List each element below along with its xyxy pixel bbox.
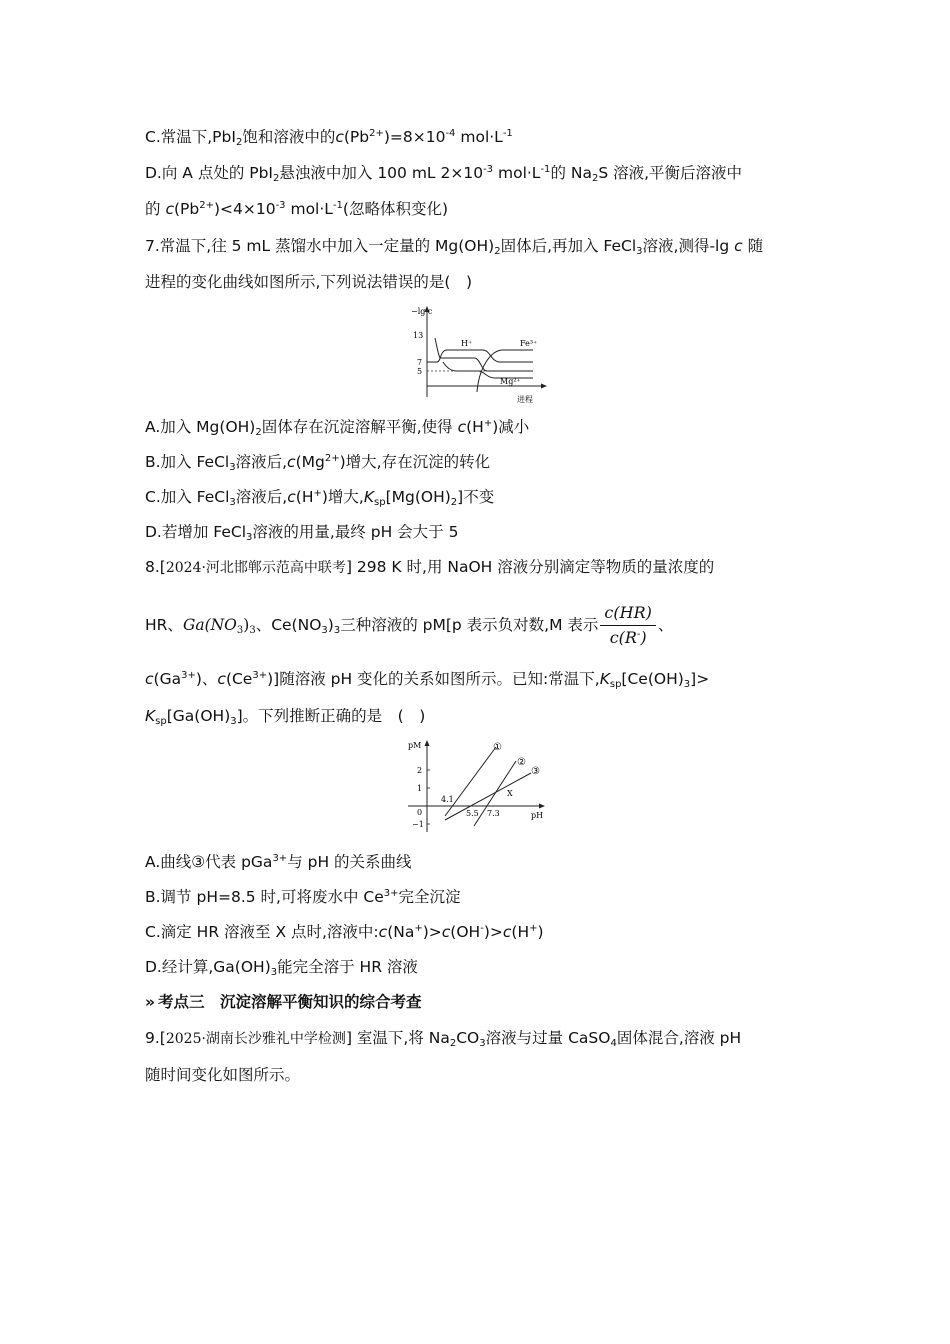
q8-option-a: A.曲线③代表 pGa$^{3+}$与 pH 的关系曲线 (145, 853, 412, 871)
q7-label-h: H⁺ (461, 339, 473, 348)
q8-y-tick-0: 0 (417, 808, 423, 817)
q7-y-tick-13: 13 (413, 331, 424, 340)
q8-fraction: $\frac{c(HR)}{c(R^-)}$ (600, 602, 655, 649)
q7-stem-line1: 7.常温下,往 5 mL 蒸馏水中加入一定量的 $Mg(OH)_2$固体后,再加入 FeCl$_3$溶液,测得-lg c 随 (145, 237, 764, 257)
q7-label-mg: Mg²⁺ (500, 377, 521, 386)
q8-stem-line3: $c(Ga^{3+})$、$c(Ce^{3+})$]随溶液 pH 变化的关系如图所示。已知:常温下$,K_{sp}[Ce(OH)_3]>$ (145, 670, 710, 690)
q9-source: 2025·湖南长沙雅礼中学检测 (165, 1031, 346, 1047)
q7-curve-plateau (427, 350, 533, 362)
q8-curve-label-2: ② (517, 757, 526, 768)
q8-curve-label-3: ③ (531, 766, 540, 777)
q8-source: 2024·河北邯郸示范高中联考 (165, 560, 346, 576)
q7-y-tick-7: 7 (417, 358, 423, 367)
q8-curve-label-1: ① (493, 742, 502, 753)
q9-stem-line2: 随时间变化如图所示。 (145, 1066, 301, 1084)
q7-option-d: D.若增加 FeCl$_3$溶液的用量,最终 pH 会大于 5 (145, 523, 459, 543)
q7-option-c: C.加入 FeCl$_3$溶液后,c(H+)增大$,K_{sp}[Mg(OH)_2]$不变 (145, 488, 495, 508)
q8-stem-line2: HR、$Ga(NO_3)_3$、$Ce(NO_3)_3$三种溶液的 pM[p 表示负对数,M 表示 $\frac{c(HR)}{c(R^-)}$ 、 (145, 603, 674, 647)
q7-figure (405, 302, 550, 406)
q7-x-axis-label: 进程 (517, 395, 533, 404)
q6-option-d-line2: 的 $c(Pb^{2+})<4\times 10^{-3}$ $mol\cdot L^{-1}$(忽略体积变化) (145, 200, 449, 218)
q8-y-tick-neg1: −1 (412, 820, 424, 829)
q6-option-d-line1: D.向 A 点处的 PbI$_2$悬浊液中加入 100 mL $2\times 10^{-3}$ $mol\cdot L^{-1}$的 $Na_2S$ 溶液,平衡后溶液中 (145, 164, 743, 184)
q8-option-c: C.滴定 HR 溶液至 X 点时,溶液中:c(Na+)>c(OH-)>c(H+) (145, 923, 544, 941)
chevron-right-icon: » (145, 993, 153, 1011)
q8-figure (405, 736, 550, 836)
q8-y-axis-label: pM (408, 741, 422, 750)
q8-option-d: D.经计算$,Ga(OH)_3$能完全溶于 HR 溶液 (145, 958, 418, 978)
section-3-heading: » 考点三 沉淀溶解平衡知识的综合考查 (145, 993, 422, 1011)
q8-y-tick-1: 1 (417, 784, 423, 793)
q8-y-tick-2: 2 (417, 766, 423, 775)
q7-y-tick-5: 5 (417, 367, 423, 376)
q8-x-tick-4-1: 4.1 (441, 795, 454, 804)
q9-stem-line1: 9.[2025·湖南长沙雅礼中学检测] 室温下,将 $Na_2CO_3$溶液与过量 CaSO$_4$固体混合,溶液 pH (145, 1029, 742, 1049)
q7-option-b: B.加入 FeCl$_3$溶液后$,c(Mg^{2+})$增大,存在沉淀的转化 (145, 453, 491, 473)
q8-option-b: B.调节 pH=8.5 时,可将废水中 $Ce^{3+}$完全沉淀 (145, 888, 461, 906)
q6-option-c: C.常温下,PbI$_2$饱和溶液中的$c(Pb^{2+})=8\times 10^{-4}$ $mol\cdot L^{-1}$ (145, 128, 513, 148)
q7-label-fe: Fe³⁺ (520, 339, 538, 348)
q8-stem-line4: $K_{sp}[Ga(OH)_3]$。下列推断正确的是 ( ) (145, 707, 426, 727)
q7-option-a: A.加入 $Mg(OH)_2$固体存在沉淀溶解平衡,使得 c(H+)减小 (145, 418, 530, 438)
q7-curve-mg (443, 362, 533, 378)
q8-x-tick-7-3: 7.3 (487, 809, 500, 818)
q8-stem-line1: 8.[2024·河北邯郸示范高中联考] 298 K 时,用 NaOH 溶液分别滴定等物质的量浓度的 (145, 558, 715, 576)
q8-x-axis-label: pH (531, 811, 544, 820)
q8-x-tick-5-5: 5.5 (466, 809, 479, 818)
q8-point-x-label: X (507, 789, 513, 798)
q7-stem-line2: 进程的变化曲线如图所示,下列说法错误的是( ) (145, 273, 473, 291)
q7-y-axis-label: −lg c (411, 307, 433, 316)
